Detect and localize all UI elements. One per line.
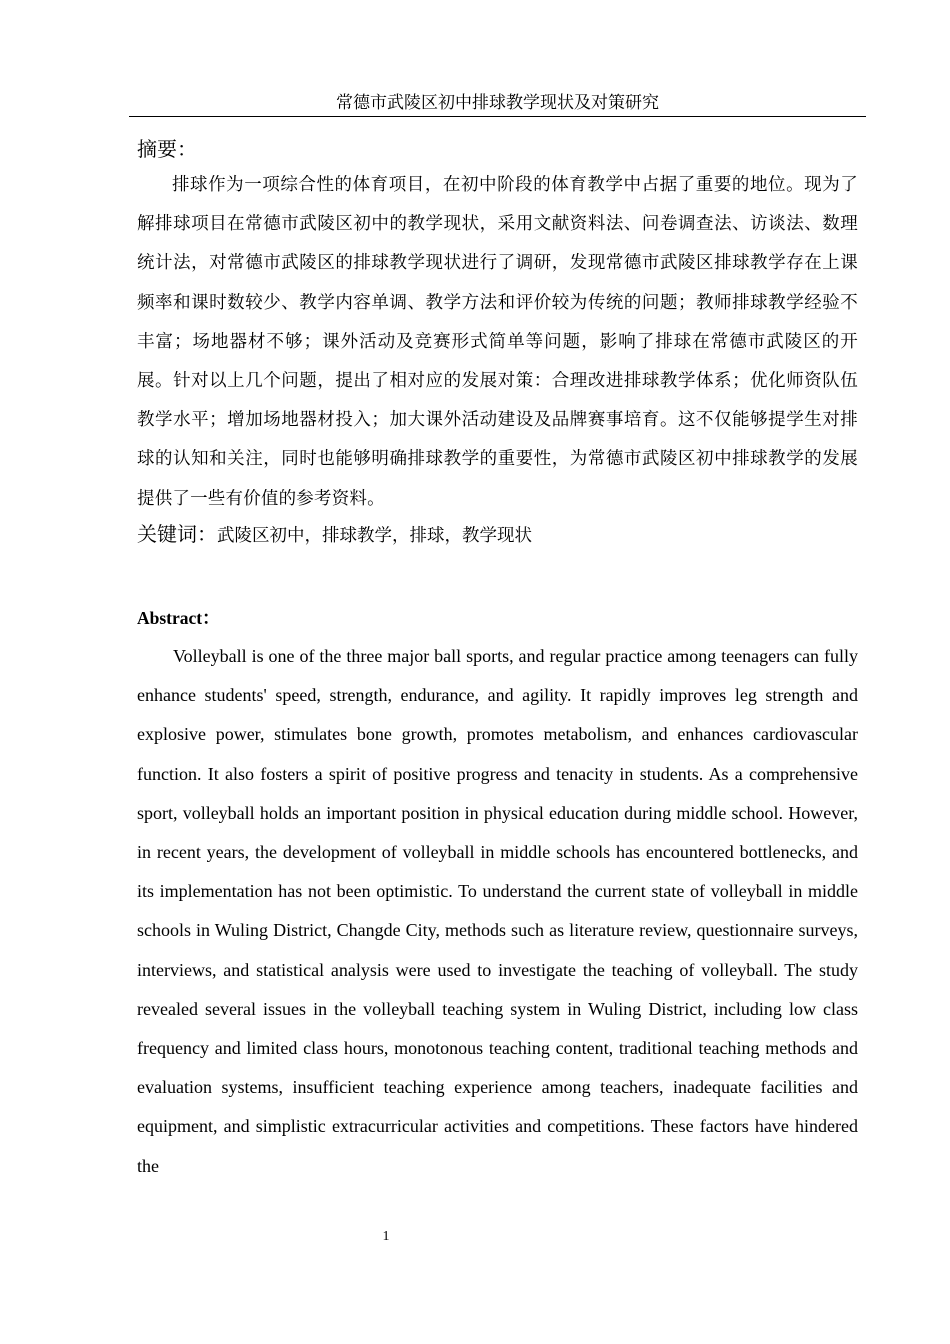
page-content [137, 134, 858, 1176]
keywords-cn [137, 519, 858, 551]
page-number: 1 [382, 1229, 390, 1244]
abstract-en-body: Volleyball is one of the three major ball sports, and regular practice among teenagers can fully enhance students' speed, strength, endurance, and agility. It rapidly improves leg strength and explosive power, stimulates bone growth, promotes metabolism, and enhances cardiovascular function. It also fosters a spirit of positive progress and tenacity in students. As a comprehensive sport, volleyball holds an important position in physical education during middle school. However, in recent years, the development of volleyball in middle schools has encountered bottlenecks, and its implementation has not been optimistic. To understand the current state of volleyball in middle schools in Wuling District, Changde City, methods such as literature review, questionnaire surveys, interviews, and statistical analysis were used to investigate the teaching of volleyball. The study revealed several issues in the volleyball teaching system in Wuling District, including low class frequency and limited class hours, monotonous teaching content, traditional teaching methods and evaluation systems, insufficient teaching experience among teachers, inadequate facilities and equipment, and simplistic extracurricular activities and competitions. These factors have hindered the [137, 646, 858, 1176]
abstract-cn-body: 排球作为一项综合性的体育项目，在初中阶段的体育教学中占据了重要的地位。现为了解排球项目在常德市武陵区初中的教学现状，采用文献资料法、问卷调查法、访谈法、数理统计法，对常德市武陵区的排球教学现状进行了调研，发现常德市武陵区排球教学存在上课频率和课时数较少、教学内容单调、教学方法和评价较为传统的问题；教师排球教学经验不丰富；场地器材不够；课外活动及竞赛形式简单等问题，影响了排球在常德市武陵区的开展。针对以上几个问题，提出了相对应的发展对策：合理改进排球教学体系；优化师资队伍教学水平；增加场地器材投入；加大课外活动建设及品牌赛事培育。这不仅能够提学生对排球的认知和关注，同时也能够明确排球教学的重要性，为常德市武陵区初中排球教学的发展提供了一些有价值的参考资料。 [137, 175, 858, 509]
abstract-cn-heading: 摘要： [137, 137, 197, 161]
keywords-cn-label: 关键词： [137, 521, 217, 546]
keywords-cn-value: 武陵区初中，排球教学，排球，教学现状 [217, 525, 532, 546]
abstract-en-heading: Abstract： [137, 608, 220, 628]
running-header: 常德市武陵区初中排球教学现状及对策研究 [129, 92, 866, 117]
